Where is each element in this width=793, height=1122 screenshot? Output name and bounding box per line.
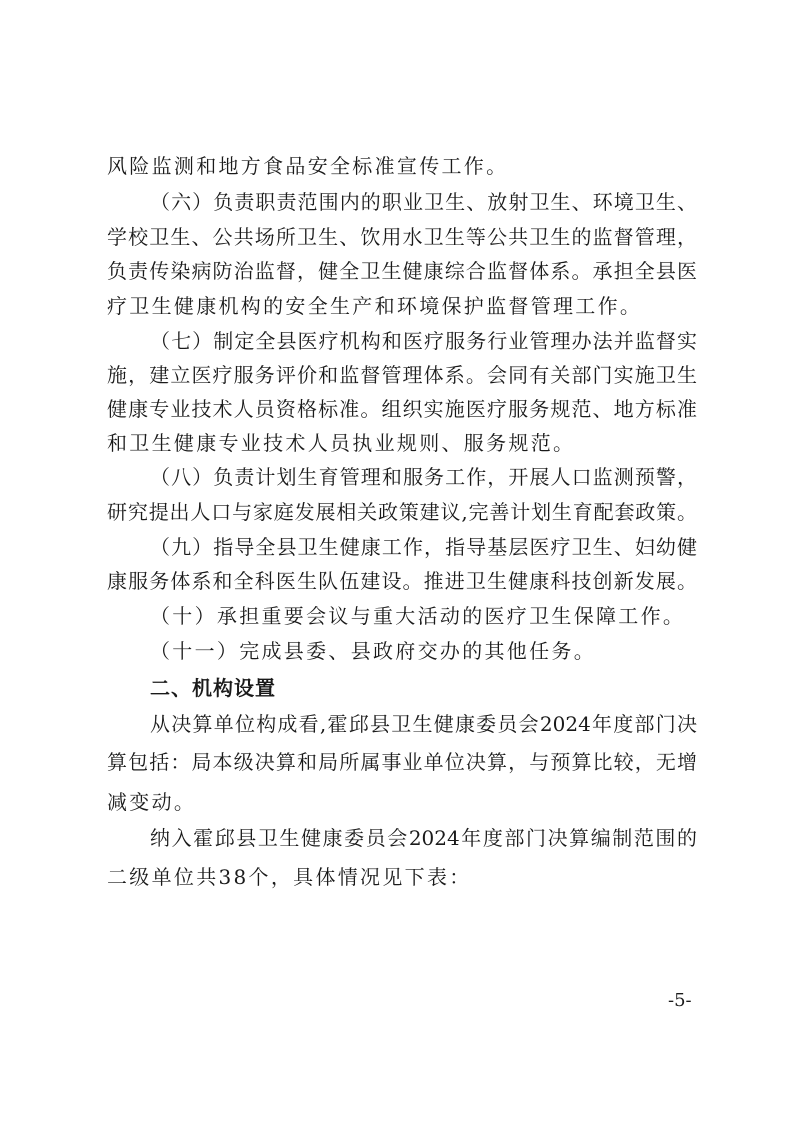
text-line: 研究提出人口与家庭发展相关政策建议,完善计划生育配套政策。 — [107, 500, 697, 524]
text-line: （十一）完成县委、县政府交办的其他任务。 — [150, 639, 596, 663]
text-line: 疗卫生健康机构的安全生产和环境保护监督管理工作。 — [107, 294, 643, 318]
text-line: （六）负责职责范围内的职业卫生、放射卫生、环境卫生、 — [150, 190, 697, 214]
text-line: 纳入霍邱县卫生健康委员会2024年度部门决算编制范围的 — [150, 826, 697, 850]
text-line: 二级单位共38个，具体情况见下表： — [107, 865, 472, 889]
page-number: -5- — [668, 990, 692, 1011]
text-line: 健康专业技术人员资格标准。组织实施医疗服务规范、地方标准 — [107, 397, 697, 421]
text-line: 减变动。 — [107, 790, 197, 814]
text-line: 负责传染病防治监督，健全卫生健康综合监督体系。承担全县医 — [107, 259, 697, 283]
section-heading: 二、机构设置 — [150, 676, 276, 700]
text-line: （七）制定全县医疗机构和医疗服务行业管理办法并监督实 — [150, 329, 697, 353]
text-line: 算包括：局本级决算和局所属事业单位决算，与预算比较，无增 — [107, 750, 697, 774]
text-line: 学校卫生、公共场所卫生、饮用水卫生等公共卫生的监督管理， — [107, 225, 697, 249]
text-line: （八）负责计划生育管理和服务工作，开展人口监测预警， — [150, 465, 697, 489]
text-line: 从决算单位构成看,霍邱县卫生健康委员会2024年度部门决 — [150, 712, 697, 736]
text-line: 风险监测和地方食品安全标准宣传工作。 — [107, 154, 509, 178]
text-line: （十）承担重要会议与重大活动的医疗卫生保障工作。 — [150, 604, 686, 628]
text-line: 和卫生健康专业技术人员执业规则、服务规范。 — [107, 431, 576, 455]
text-line: （九）指导全县卫生健康工作，指导基层医疗卫生、妇幼健 — [150, 535, 697, 559]
text-line: 施，建立医疗服务评价和监督管理体系。会同有关部门实施卫生 — [107, 363, 697, 387]
text-line: 康服务体系和全科医生队伍建设。推进卫生健康科技创新发展。 — [107, 569, 697, 593]
